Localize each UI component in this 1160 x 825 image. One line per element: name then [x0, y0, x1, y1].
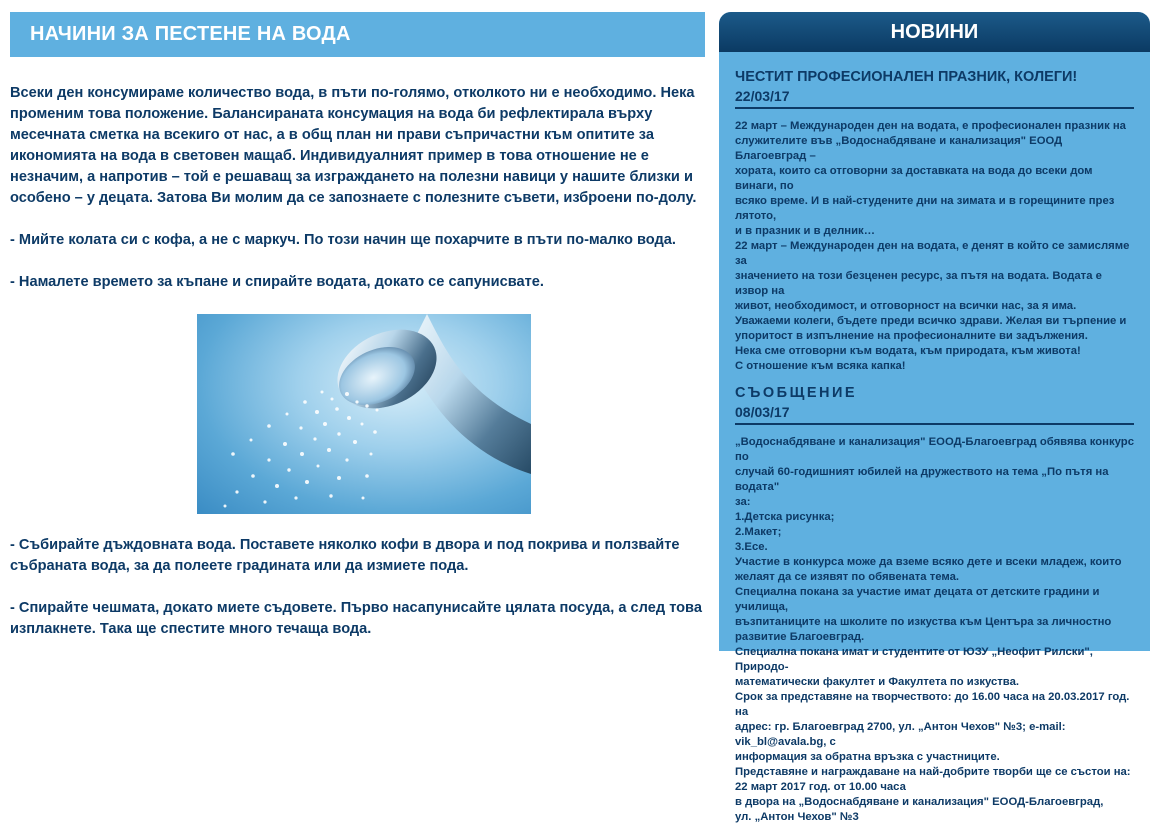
- news-line: Срок за представяне на творчеството: до 16.00 часа на 20.03.2017 год. на: [735, 691, 1130, 718]
- news-line: 2.Макет;: [735, 526, 782, 538]
- news-line: развитие Благоевград.: [735, 631, 865, 643]
- news-item-text: [735, 119, 1134, 374]
- news-line: възпитаниците на школите по изкуства към Центъра за личностно: [735, 616, 1112, 628]
- news-item-date: 08/03/17: [735, 404, 790, 420]
- news-line: 22 март 2017 год. от 10.00 часа: [735, 781, 906, 793]
- article-title: НАЧИНИ ЗА ПЕСТЕНЕ НА ВОДА: [10, 12, 705, 57]
- news-line: значението на този безценен ресурс, за пътя на водата. Водата е извор на: [735, 270, 1102, 297]
- news-divider: [735, 107, 1134, 109]
- article-column: [10, 12, 705, 651]
- news-item-title[interactable]: ЧЕСТИТ ПРОФЕСИОНАЛЕН ПРАЗНИК, КОЛЕГИ!: [735, 69, 1078, 85]
- tip-dishes: - Спирайте чешмата, докато миете съдовете. Първо насапунисайте цялата посуда, а след това изплакнете. Така ще спестите много течаща вода.: [10, 600, 702, 637]
- news-line: Представяне и награждаване на най-добрите творби ще се състои на:: [735, 766, 1131, 778]
- shower-head-water-photo: [197, 314, 531, 514]
- news-line: служителите във „Водоснабдяване и канализация" ЕООД Благоевград –: [735, 135, 1063, 162]
- news-line: Специална покана имат и студентите от ЮЗУ „Неофит Рилски", Природо-: [735, 646, 1093, 673]
- news-line: случай 60-годишният юбилей на дружеството на тема „По пътя на водата": [735, 466, 1109, 493]
- news-line: ул. „Антон Чехов" №3: [735, 811, 859, 823]
- news-item-title[interactable]: СЪОБЩЕНИЕ: [735, 385, 858, 401]
- news-line[interactable]: адрес: гр. Благоевград 2700, ул. „Антон Чехов" №3; e-mail: vik_bl@avala.bg, с: [735, 721, 1066, 748]
- news-line: 22 март – Международен ден на водата, е денят в който се замисляме за: [735, 240, 1130, 267]
- article-content: [10, 83, 705, 640]
- news-line: 1.Детска рисунка;: [735, 511, 835, 523]
- news-line: хората, които са отговорни за доставката на вода до всеки дом винаги, по: [735, 165, 1093, 192]
- news-line: за:: [735, 496, 751, 508]
- tip-car-wash: - Мийте колата си с кофа, а не с маркуч. По този начин ще похарчите в пъти по-малко вода.: [10, 232, 676, 248]
- tip-rainwater: - Събирайте дъждовната вода. Поставете няколко кофи в двора и под покрива и ползвайте събраната вода, за да полеете градината или да измиете пода.: [10, 537, 680, 574]
- news-line: 3.Есе.: [735, 541, 768, 553]
- news-sidebar: [719, 12, 1150, 823]
- photo-container: [10, 314, 705, 514]
- news-divider: [735, 423, 1134, 425]
- news-line: и в празник и в делник…: [735, 225, 876, 237]
- news-item: [735, 68, 1134, 374]
- news-line: всяко време. И в най-студените дни на зимата и в горещините през лятото,: [735, 195, 1115, 222]
- news-line: желаят да се изявят по обявената тема.: [735, 571, 959, 583]
- news-line: Нека сме отговорни към водата, към природата, към живота!: [735, 345, 1081, 357]
- news-line: информация за обратна връзка с участниците.: [735, 751, 1000, 763]
- news-item-date: 22/03/17: [735, 88, 790, 104]
- news-line: „Водоснабдяване и канализация" ЕООД-Благоевград обявява конкурс по: [735, 436, 1134, 463]
- news-line: Уважаеми колеги, бъдете преди всичко здрави. Желая ви търпение и: [735, 315, 1127, 327]
- news-line: живот, необходимост, и отговорност на всички нас, за я има.: [735, 300, 1077, 312]
- news-line: Участие в конкурса може да вземе всяко дете и всеки младеж, които: [735, 556, 1122, 568]
- news-list: [719, 52, 1150, 825]
- news-item: [735, 384, 1134, 825]
- news-line: С отношение към всяка капка!: [735, 360, 906, 372]
- article-intro: Всеки ден консумираме количество вода, в пъти по-голямо, отколкото ни е необходимо. Нека променим това положение. Балансираната консумация на вода би рефлектирала върху месечната сметка на всекиго от нас, а в общ план ни прави съпричастни към опитите за икономията на вода в световен мащаб. Индивидуалният пример в това отношение не е незначим, а напротив – той е решаващ за изграждането на полезни навици у нашите близки и особено – у децата. Затова Ви молим да се запознаете с полезните съвети, изброени по-долу.: [10, 85, 697, 206]
- news-line: Специална покана за участие имат децата от детските градини и училища,: [735, 586, 1100, 613]
- news-line: в двора на „Водоснабдяване и канализация" ЕООД-Благоевград,: [735, 796, 1104, 808]
- news-line: упоритост в изпълнение на професионалните ви задължения.: [735, 330, 1088, 342]
- news-line: 22 март – Международен ден на водата, е професионален празник на: [735, 120, 1126, 132]
- news-line: математически факултет и Факултета по изкуства.: [735, 676, 1020, 688]
- news-header: НОВИНИ: [719, 12, 1150, 52]
- tip-shower-time: - Намалете времето за къпане и спирайте водата, докато се сапунисвате.: [10, 274, 544, 290]
- news-item-text: [735, 435, 1134, 825]
